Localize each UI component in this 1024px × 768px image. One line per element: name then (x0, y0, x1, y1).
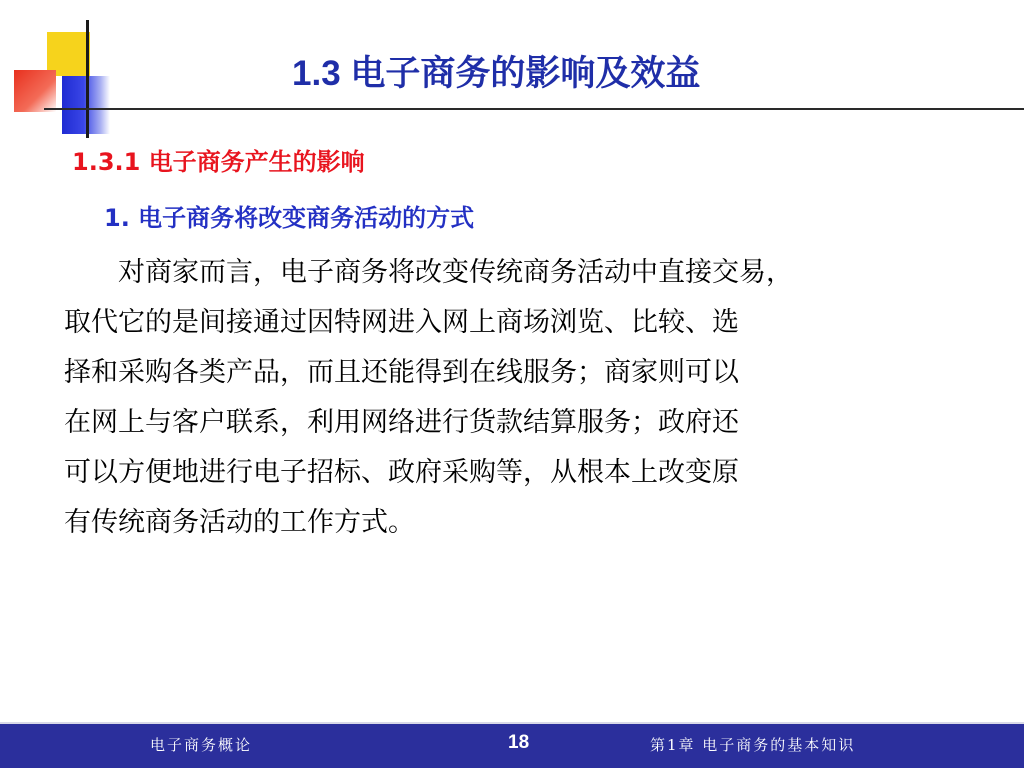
logo-red-square (14, 70, 56, 112)
footer-chapter-title: 第1章 电子商务的基本知识 (650, 736, 856, 754)
footer-course-title: 电子商务概论 (150, 736, 253, 754)
footer-bar (0, 722, 1024, 768)
body-line: 可以方便地进行电子招标、政府采购等，从根本上改变原 (64, 457, 739, 488)
body-line: 对商家而言，电子商务将改变传统商务活动中直接交易， (118, 257, 793, 288)
body-line: 有传统商务活动的工作方式。 (64, 507, 415, 538)
body-line: 择和采购各类产品，而且还能得到在线服务；商家则可以 (64, 357, 739, 388)
title-underline-divider (44, 108, 1024, 110)
slide-title: 1.3 电子商务的影响及效益 (292, 54, 701, 93)
body-paragraph (64, 248, 964, 548)
subsection-heading: 1. 电子商务将改变商务活动的方式 (104, 204, 475, 232)
body-line: 在网上与客户联系，利用网络进行货款结算服务；政府还 (64, 407, 739, 438)
footer-page-number: 18 (508, 732, 530, 753)
logo-vertical-line (86, 20, 89, 138)
section-heading: 1.3.1 电子商务产生的影响 (72, 148, 365, 176)
body-line: 取代它的是间接通过因特网进入网上商场浏览、比较、选 (64, 307, 739, 338)
corner-logo (0, 0, 160, 150)
